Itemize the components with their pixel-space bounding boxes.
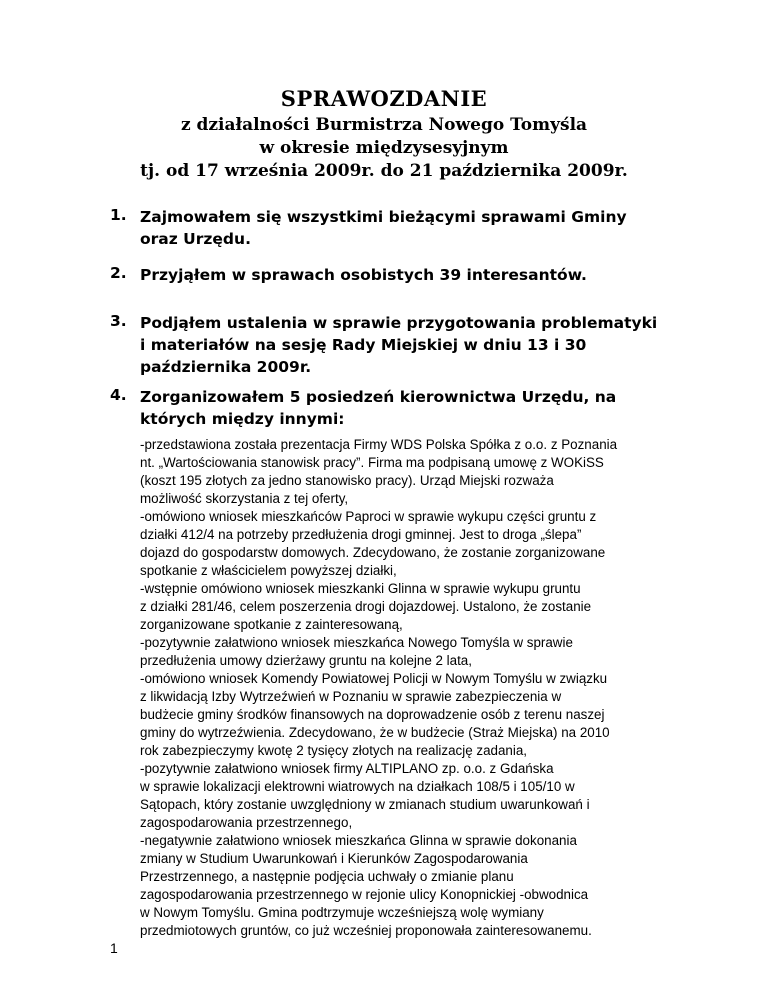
list-item <box>110 264 587 286</box>
item-number: 2. <box>110 264 127 282</box>
detail-line: Przestrzennego, a następnie podjęcia uchwały o zmianie planu <box>140 869 514 884</box>
item-text-line: i materiałów na sesję Rady Miejskiej w dniu 13 i 30 <box>140 336 587 354</box>
detail-line: rok zabezpieczymy kwotę 2 tysięcy złotych na realizację zadania, <box>140 743 528 758</box>
item-text-line: oraz Urzędu. <box>140 230 251 248</box>
item-number: 4. <box>110 386 127 404</box>
item-text-line: Podjąłem ustalenia w sprawie przygotowania problematyki <box>140 314 658 332</box>
detail-line: budżecie gminy środków finansowych na doprowadzenie osób z terenu naszej <box>140 707 605 722</box>
detail-line: dojazd do gospodarstw domowych. Zdecydowano, że zostanie zorganizowane <box>140 545 606 560</box>
detail-line: -omówiono wniosek Komendy Powiatowej Policji w Nowym Tomyślu w związku <box>140 671 608 686</box>
report-header <box>0 84 768 183</box>
detail-line: (koszt 195 złotych za jedno stanowisko pracy). Urząd Miejski rozważa <box>140 473 554 488</box>
report-subtitle-line: tj. od 17 września 2009r. do 21 października 2009r. <box>140 161 628 181</box>
item-number: 3. <box>110 312 127 330</box>
detail-line: z działki 281/46, celem poszerzenia drogi dojazdowej. Ustalono, że zostanie <box>140 599 592 614</box>
detail-line: nt. „Wartościowania stanowisk pracy”. Firma ma podpisaną umowę z WOKiSS <box>140 455 604 470</box>
list-item <box>110 386 616 430</box>
detail-line: -wstępnie omówiono wniosek mieszkanki Glinna w sprawie wykupu gruntu <box>140 581 581 596</box>
detail-line: zagospodarowania przestrzennego, <box>140 815 353 830</box>
detail-line: gminy do wytrzeźwienia. Zdecydowano, że w budżecie (Straż Miejska) na 2010 <box>140 725 610 740</box>
detail-line: Sątopach, który zostanie uwzględniony w zmianach studium uwarunkowań i <box>140 797 590 812</box>
detail-line: przedmiotowych gruntów, co już wcześniej proponowała zainteresowanemu. <box>140 923 592 938</box>
detail-line: zorganizowane spotkanie z zainteresowaną, <box>140 617 403 632</box>
page-number: 1 <box>110 940 118 956</box>
item-text-line: Przyjąłem w sprawach osobistych 39 interesantów. <box>140 266 587 284</box>
item-text-line: Zajmowałem się wszystkimi bieżącymi sprawami Gminy <box>140 208 627 226</box>
report-subtitle-line: w okresie międzysesyjnym <box>259 138 509 158</box>
item-number: 1. <box>110 206 127 224</box>
item-text <box>140 386 616 430</box>
detail-line: -pozytywnie załatwiono wniosek firmy ALTIPLANO zp. o.o. z Gdańska <box>140 761 554 776</box>
list-item <box>110 206 627 250</box>
item-text <box>140 206 627 250</box>
report-title: SPRAWOZDANIE <box>280 86 488 111</box>
item-text-line: których między innymi: <box>140 410 345 428</box>
detail-line: zmiany w Studium Uwarunkowań i Kierunków Zagospodarowania <box>140 851 528 866</box>
detail-line: w sprawie lokalizacji elektrowni wiatrowych na działkach 108/5 i 105/10 w <box>140 779 575 794</box>
detail-line: -omówiono wniosek mieszkańców Paproci w sprawie wykupu części gruntu z <box>140 509 597 524</box>
report-subtitle-line: z działalności Burmistrza Nowego Tomyśla <box>180 115 588 135</box>
detail-line: z likwidacją Izby Wytrzeźwień w Poznaniu w sprawie zabezpieczenia w <box>140 689 562 704</box>
detail-line: możliwość skorzystania z tej oferty, <box>140 491 349 506</box>
item-text-line: Zorganizowałem 5 posiedzeń kierownictwa Urzędu, na <box>140 388 617 406</box>
detail-line: działki 412/4 na potrzeby przedłużenia drogi gminnej. Jest to droga „ślepa” <box>140 527 582 542</box>
item-text <box>140 264 587 286</box>
detail-line: zagospodarowania przestrzennego w rejonie ulicy Konopnickiej -obwodnica <box>140 887 589 902</box>
detail-line: -negatywnie załatwiono wniosek mieszkańca Glinna w sprawie dokonania <box>140 833 577 848</box>
list-item <box>110 312 657 378</box>
detail-line: -przedstawiona została prezentacja Firmy WDS Polska Spółka z o.o. z Poznania <box>140 437 618 452</box>
item-text <box>140 312 657 378</box>
detail-line: spotkanie z właścicielem powyższej działki, <box>140 563 397 578</box>
item-text-line: października 2009r. <box>140 358 312 376</box>
detail-line: w Nowym Tomyślu. Gmina podtrzymuje wcześniejszą wolę wymiany <box>140 905 544 920</box>
detail-line: -pozytywnie załatwiono wniosek mieszkańca Nowego Tomyśla w sprawie <box>140 635 573 650</box>
meeting-details <box>140 436 720 940</box>
detail-line: przedłużenia umowy dzierżawy gruntu na kolejne 2 lata, <box>140 653 472 668</box>
